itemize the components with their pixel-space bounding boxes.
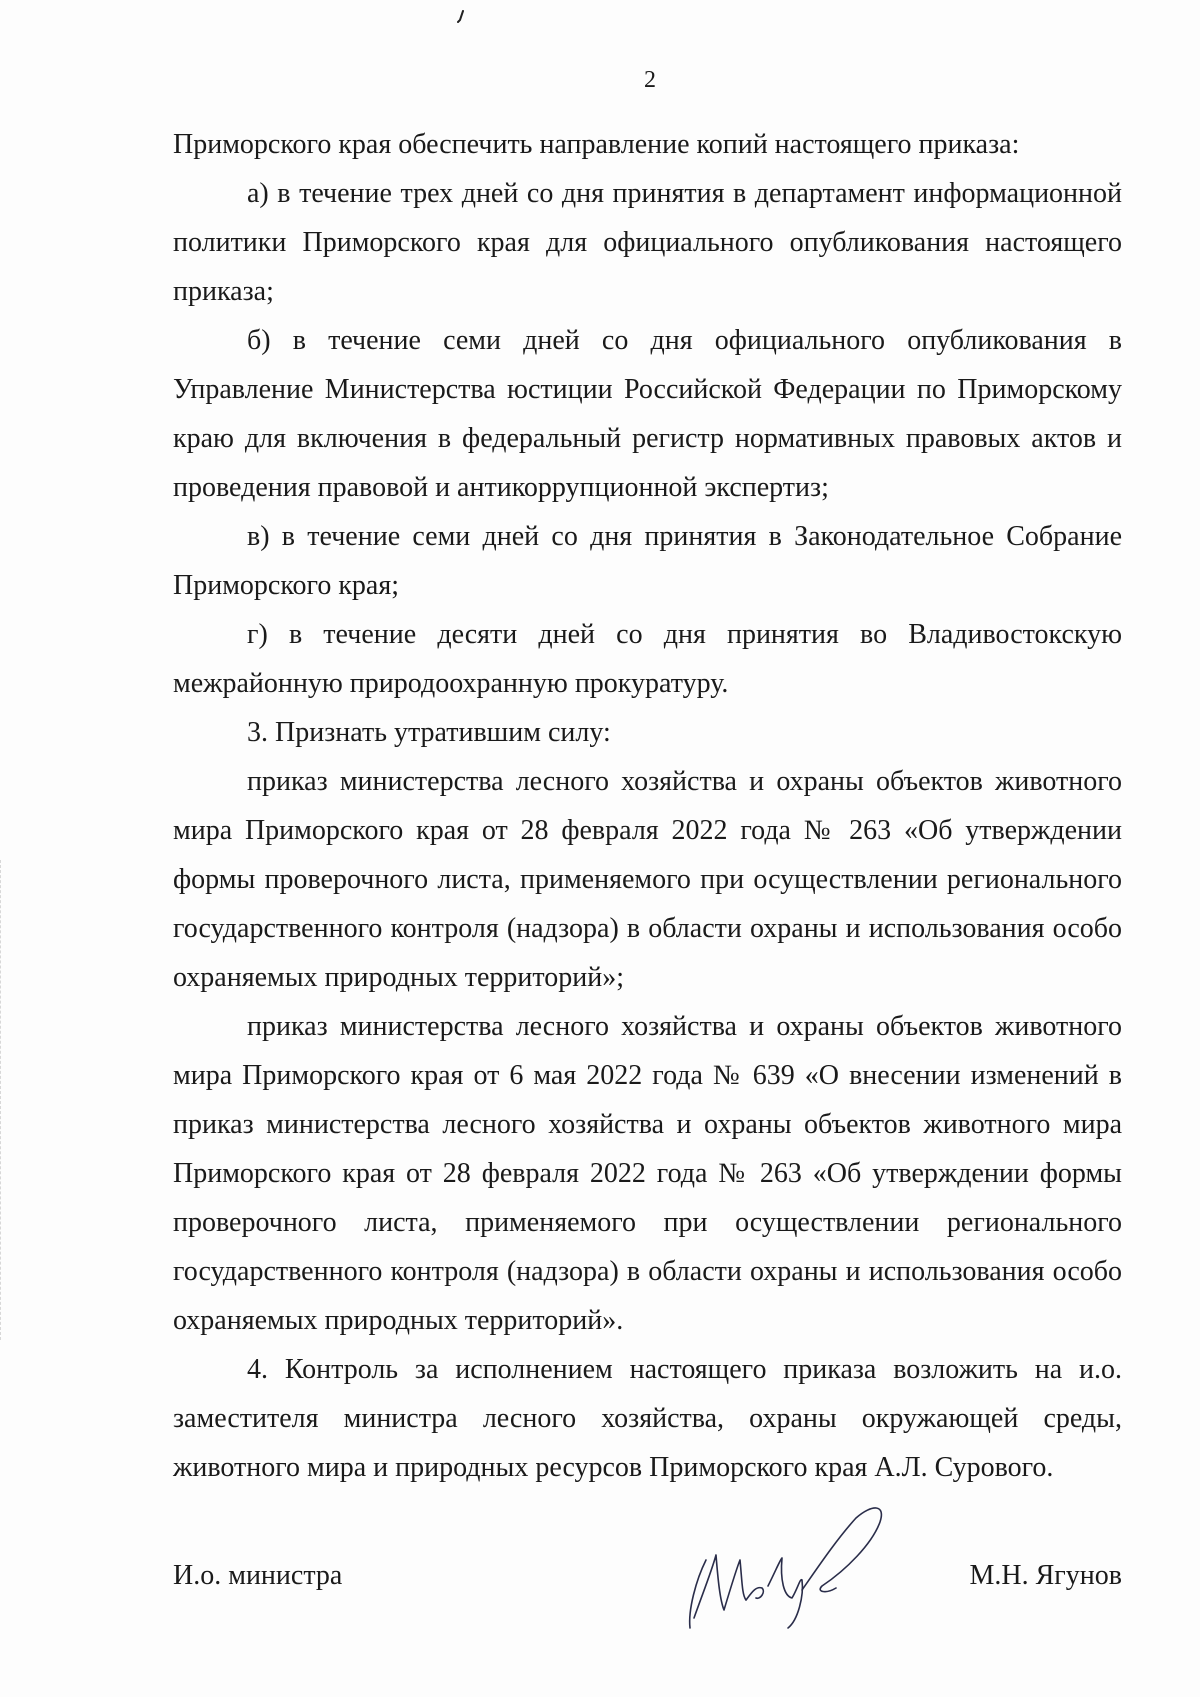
ink-speck [457, 10, 465, 24]
paragraph-section-3: 3. Признать утратившим силу: [247, 717, 611, 748]
scan-edge-artifact [0, 860, 4, 1340]
paragraph-repealed-order-1: приказ министерства лесного хозяйства и охраны объектов животного мира Приморского края от 28 февраля 2022 года № 263 «Об утверждении формы проверочного листа, применяемого при осуществлении регионального государственного контроля (надзора) в области охраны и использования особо охраняемых природных территорий»; [173, 766, 1122, 993]
signatory-name: М.Н. Ягунов [969, 1560, 1122, 1591]
paragraph-item-g: г) в течение десяти дней со дня принятия во Владивостокскую межрайонную природоохранную прокуратуру. [173, 619, 1122, 699]
paragraph-item-b: б) в течение семи дней со дня официального опубликования в Управление Министерства юстиции Российской Федерации по Приморскому краю для включения в федеральный регистр нормативных правовых актов и проведения правовой и антикоррупционной экспертиз; [173, 325, 1122, 503]
paragraph-item-a: а) в течение трех дней со дня принятия в департамент информационной политики Приморского края для официального опубликования настоящего приказа; [173, 178, 1122, 307]
signature-block [173, 1552, 1122, 1612]
paragraph-intro: Приморского края обеспечить направление копий настоящего приказа: [173, 129, 1020, 160]
document-body [173, 120, 1122, 1492]
paragraph-item-v: в) в течение семи дней со дня принятия в Законодательное Собрание Приморского края; [173, 521, 1122, 601]
page-number: 2 [644, 67, 656, 93]
signatory-title: И.о. министра [173, 1560, 343, 1591]
paragraph-repealed-order-2: приказ министерства лесного хозяйства и охраны объектов животного мира Приморского края от 6 мая 2022 года № 639 «О внесении изменений в приказ министерства лесного хозяйства и охраны объектов животного мира Приморского края от 28 февраля 2022 года № 263 «Об утверждении формы проверочного листа, применяемого при осуществлении регионального государственного контроля (надзора) в области охраны и использования особо охраняемых природных территорий». [173, 1011, 1122, 1336]
paragraph-section-4: 4. Контроль за исполнением настоящего приказа возложить на и.о. заместителя министра лесного хозяйства, охраны окружающей среды, животного мира и природных ресурсов Приморского края А.Л. Сурового. [173, 1354, 1122, 1483]
